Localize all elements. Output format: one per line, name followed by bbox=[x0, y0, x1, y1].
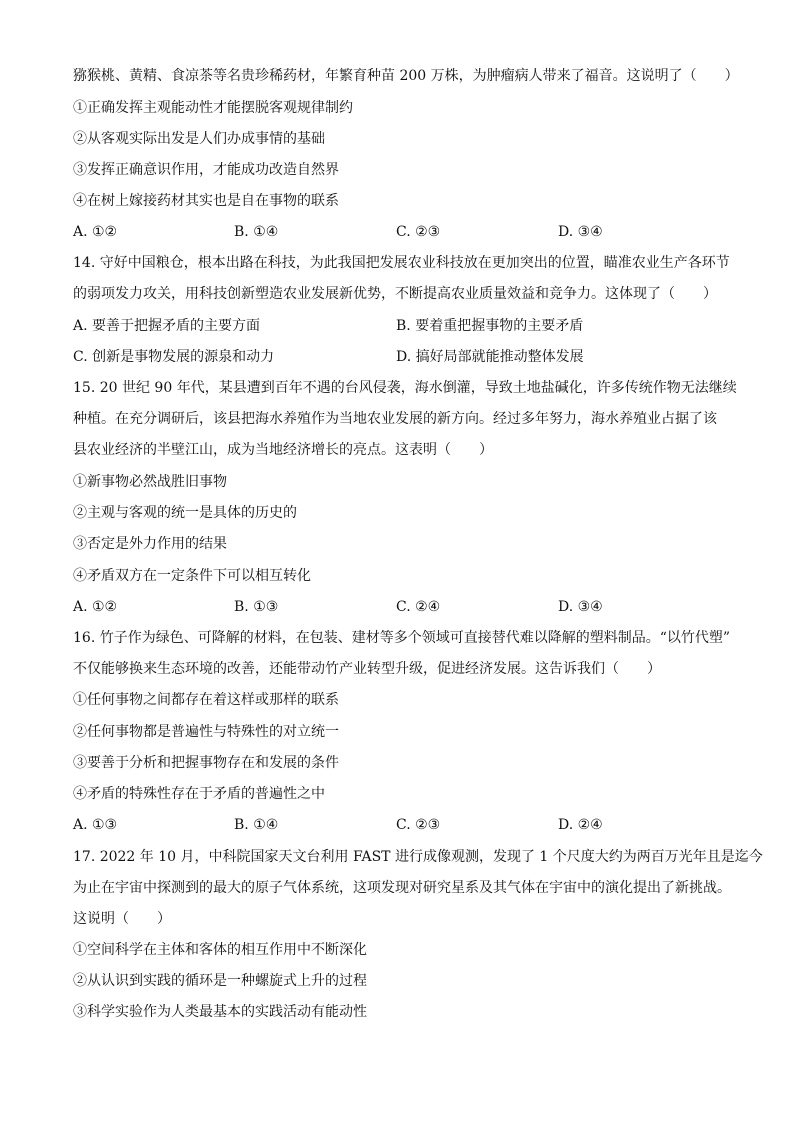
q14-choice-b: B. 要着重把握事物的主要矛盾 bbox=[396, 318, 584, 334]
q16-choice-d: D. ②④ bbox=[558, 817, 603, 833]
q15-choice-d: D. ③④ bbox=[558, 599, 603, 615]
q16-choices bbox=[73, 815, 733, 835]
q15-option-1: ①新事物必然战胜旧事物 bbox=[73, 474, 227, 490]
q13-option-4: ④在树上嫁接药材其实也是自在事物的联系 bbox=[73, 193, 339, 209]
q15-option-3: ③否定是外力作用的结果 bbox=[73, 536, 227, 552]
q14-choice-d: D. 搞好局部就能推动整体发展 bbox=[396, 349, 584, 365]
q17-stem-line-2: 为止在宇宙中探测到的最大的原子气体系统，这项发现对研究星系及其气体在宇宙中的演化提出了新挑战。 bbox=[73, 880, 731, 896]
q15-choice-c: C. ②④ bbox=[396, 599, 441, 615]
q17-option-3: ③科学实验作为人类最基本的实践活动有能动性 bbox=[73, 1004, 367, 1020]
q14-choices-row-1 bbox=[73, 316, 733, 336]
q17-stem-line-1: 17. 2022 年 10 月，中科院国家天文台利用 FAST 进行成像观测，发现了 1 个尺度大约为两百万光年且是迄今 bbox=[73, 849, 763, 865]
q13-stem-end: 猕猴桃、黄精、食凉茶等名贵珍稀药材，年繁育种苗 200 万株，为肿瘤病人带来了福音。这说明了（ ） bbox=[73, 68, 739, 84]
q16-choice-b: B. ①④ bbox=[234, 817, 279, 833]
q15-choice-a: A. ①② bbox=[73, 599, 118, 615]
q14-stem-line-2: 的弱项发力攻关，用科技创新塑造农业发展新优势，不断提高农业质量效益和竞争力。这体现了（ ） bbox=[73, 286, 717, 302]
q17-option-1: ①空间科学在主体和客体的相互作用中不断深化 bbox=[73, 942, 367, 958]
q13-option-3: ③发挥正确意识作用，才能成功改造自然界 bbox=[73, 162, 339, 178]
q14-choices-row-2 bbox=[73, 347, 733, 367]
q13-choice-c: C. ②③ bbox=[396, 224, 441, 240]
q14-stem-line-1: 14. 守好中国粮仓，根本出路在科技，为此我国把发展农业科技放在更加突出的位置，瞄准农业生产各环节 bbox=[73, 255, 730, 271]
q16-option-2: ②任何事物都是普遍性与特殊性的对立统一 bbox=[73, 724, 339, 740]
q14-choice-c: C. 创新是事物发展的源泉和动力 bbox=[73, 349, 275, 365]
q16-choice-c: C. ②③ bbox=[396, 817, 441, 833]
q16-stem-line-2: 不仅能够换来生态环境的改善，还能带动竹产业转型升级，促进经济发展。这告诉我们（ ） bbox=[73, 661, 661, 677]
q16-option-1: ①任何事物之间都存在着这样或那样的联系 bbox=[73, 692, 339, 708]
q17-stem-line-3: 这说明（ ） bbox=[73, 911, 171, 927]
q16-option-4: ④矛盾的特殊性存在于矛盾的普遍性之中 bbox=[73, 786, 325, 802]
q14-choice-a: A. 要善于把握矛盾的主要方面 bbox=[73, 318, 261, 334]
q15-option-4: ④矛盾双方在一定条件下可以相互转化 bbox=[73, 568, 311, 584]
q15-choices bbox=[73, 597, 733, 617]
q13-option-1: ①正确发挥主观能动性才能摆脱客观规律制约 bbox=[73, 100, 353, 116]
q17-option-2: ②从认识到实践的循环是一种螺旋式上升的过程 bbox=[73, 973, 367, 989]
q13-choices bbox=[73, 222, 733, 242]
q15-option-2: ②主观与客观的统一是具体的历史的 bbox=[73, 505, 297, 521]
q16-choice-a: A. ①③ bbox=[73, 817, 118, 833]
q13-choice-b: B. ①④ bbox=[234, 224, 279, 240]
q15-stem-line-2: 种植。在充分调研后，该县把海水养殖作为当地农业发展的新方向。经过多年努力，海水养殖业占据了该 bbox=[73, 411, 717, 427]
q15-stem-line-3: 县农业经济的半壁江山，成为当地经济增长的亮点。这表明（ ） bbox=[73, 442, 493, 458]
q13-option-2: ②从客观实际出发是人们办成事情的基础 bbox=[73, 131, 325, 147]
q16-stem-line-1: 16. 竹子作为绿色、可降解的材料，在包装、建材等多个领域可直接替代难以降解的塑料制品。“以竹代塑” bbox=[73, 630, 731, 646]
q13-choice-a: A. ①② bbox=[73, 224, 118, 240]
q16-option-3: ③要善于分析和把握事物存在和发展的条件 bbox=[73, 755, 339, 771]
q15-choice-b: B. ①③ bbox=[234, 599, 279, 615]
q13-choice-d: D. ③④ bbox=[558, 224, 603, 240]
q15-stem-line-1: 15. 20 世纪 90 年代，某县遭到百年不遇的台风侵袭，海水倒灌，导致土地盐碱化，许多传统作物无法继续 bbox=[73, 380, 737, 396]
